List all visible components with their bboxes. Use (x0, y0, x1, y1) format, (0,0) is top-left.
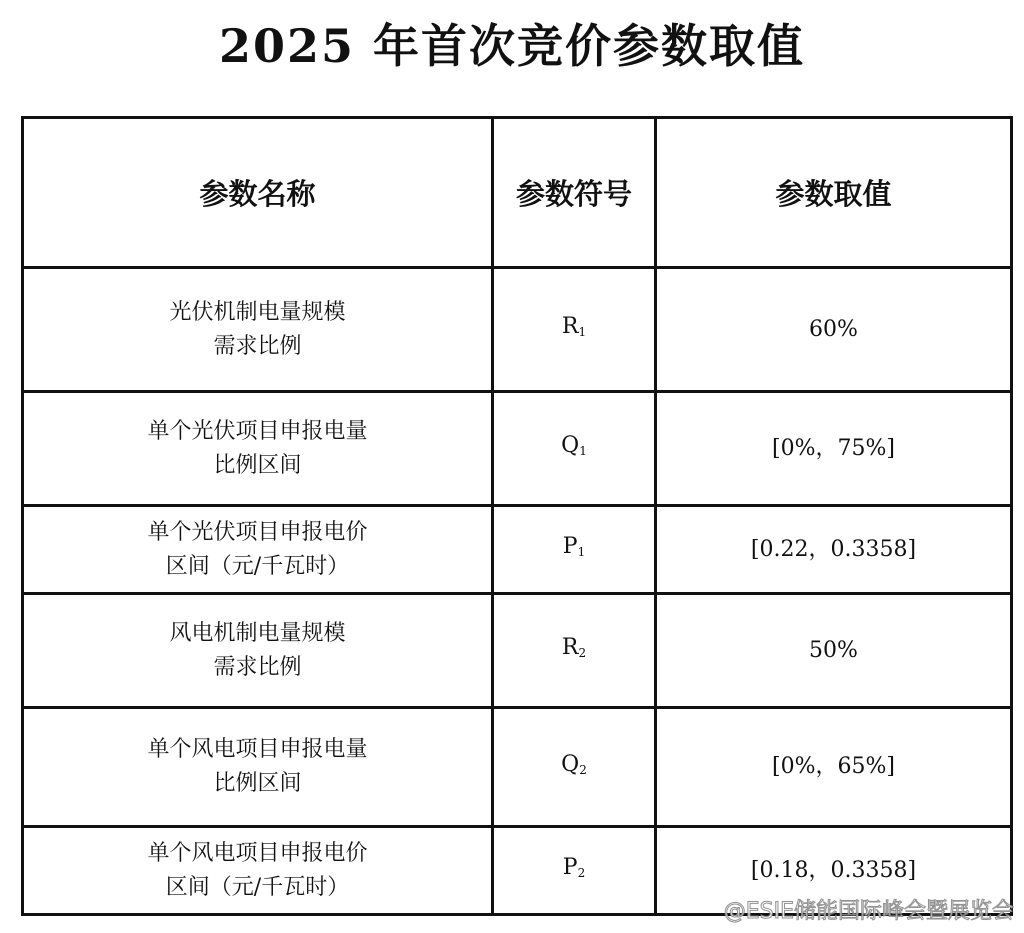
param-name-cell (23, 594, 493, 708)
param-symbol-cell (493, 708, 656, 827)
param-symbol: P (562, 855, 578, 880)
header-param-value: 参数取值 (656, 118, 1012, 268)
param-value-cell: [0.18，0.3358] (656, 827, 1012, 915)
param-value-cell: [0.22，0.3358] (656, 506, 1012, 594)
param-symbol-subscript: 2 (578, 646, 587, 660)
param-name-line: 单个风电项目申报电价 (147, 840, 368, 866)
table-row (23, 708, 1012, 827)
param-name-line: 单个光伏项目申报电量 (147, 418, 368, 444)
param-symbol-cell (493, 392, 656, 506)
table-row (23, 506, 1012, 594)
param-symbol-subscript: 2 (579, 762, 587, 777)
param-symbol-cell (493, 827, 656, 915)
param-symbol: R (561, 314, 579, 339)
param-name-cell (23, 392, 493, 506)
param-name-cell (23, 506, 493, 594)
header-param-symbol: 参数符号 (493, 118, 656, 268)
param-value-cell: 60% (656, 268, 1012, 392)
parameter-table (21, 116, 1013, 916)
table-row (23, 268, 1012, 392)
param-symbol-subscript: 1 (578, 325, 587, 339)
param-value-cell: [0%，75%] (656, 392, 1012, 506)
param-name-line: 比例区间 (213, 771, 302, 796)
param-symbol-cell (493, 594, 656, 708)
table-header-row (23, 118, 1012, 268)
param-symbol-subscript: 1 (579, 444, 587, 458)
param-name-cell (23, 268, 493, 392)
param-symbol: Q (561, 751, 580, 777)
header-param-name: 参数名称 (23, 118, 493, 268)
param-name-line: 需求比例 (213, 654, 302, 680)
param-name-line: 需求比例 (213, 333, 302, 359)
param-name-cell (23, 708, 493, 827)
param-name-line: 光伏机制电量规模 (169, 299, 346, 325)
param-name-line: 比例区间 (213, 452, 302, 478)
param-symbol-cell (493, 506, 656, 594)
table-row (23, 594, 1012, 708)
watermark: @ESIE储能国际峰会暨展览会 (723, 899, 1014, 924)
param-symbol-subscript: 2 (577, 866, 586, 880)
param-symbol: P (562, 534, 578, 559)
param-symbol: R (561, 635, 579, 660)
param-name-cell (23, 827, 493, 915)
param-symbol: Q (561, 433, 580, 458)
param-name-line: 区间（元/千瓦时） (165, 553, 350, 579)
page-title: 2025 年首次竞价参数取值 (218, 19, 806, 73)
param-symbol-cell (493, 268, 656, 392)
param-name-line: 单个光伏项目申报电价 (147, 519, 368, 545)
param-name-line: 区间（元/千瓦时） (165, 874, 350, 900)
table-row (23, 392, 1012, 506)
param-value-cell: 50% (656, 594, 1012, 708)
param-name-line: 风电机制电量规模 (169, 620, 346, 646)
param-value-cell: [0%，65%] (656, 708, 1012, 827)
param-name-line: 单个风电项目申报电量 (147, 737, 368, 762)
param-symbol-subscript: 1 (577, 545, 586, 559)
